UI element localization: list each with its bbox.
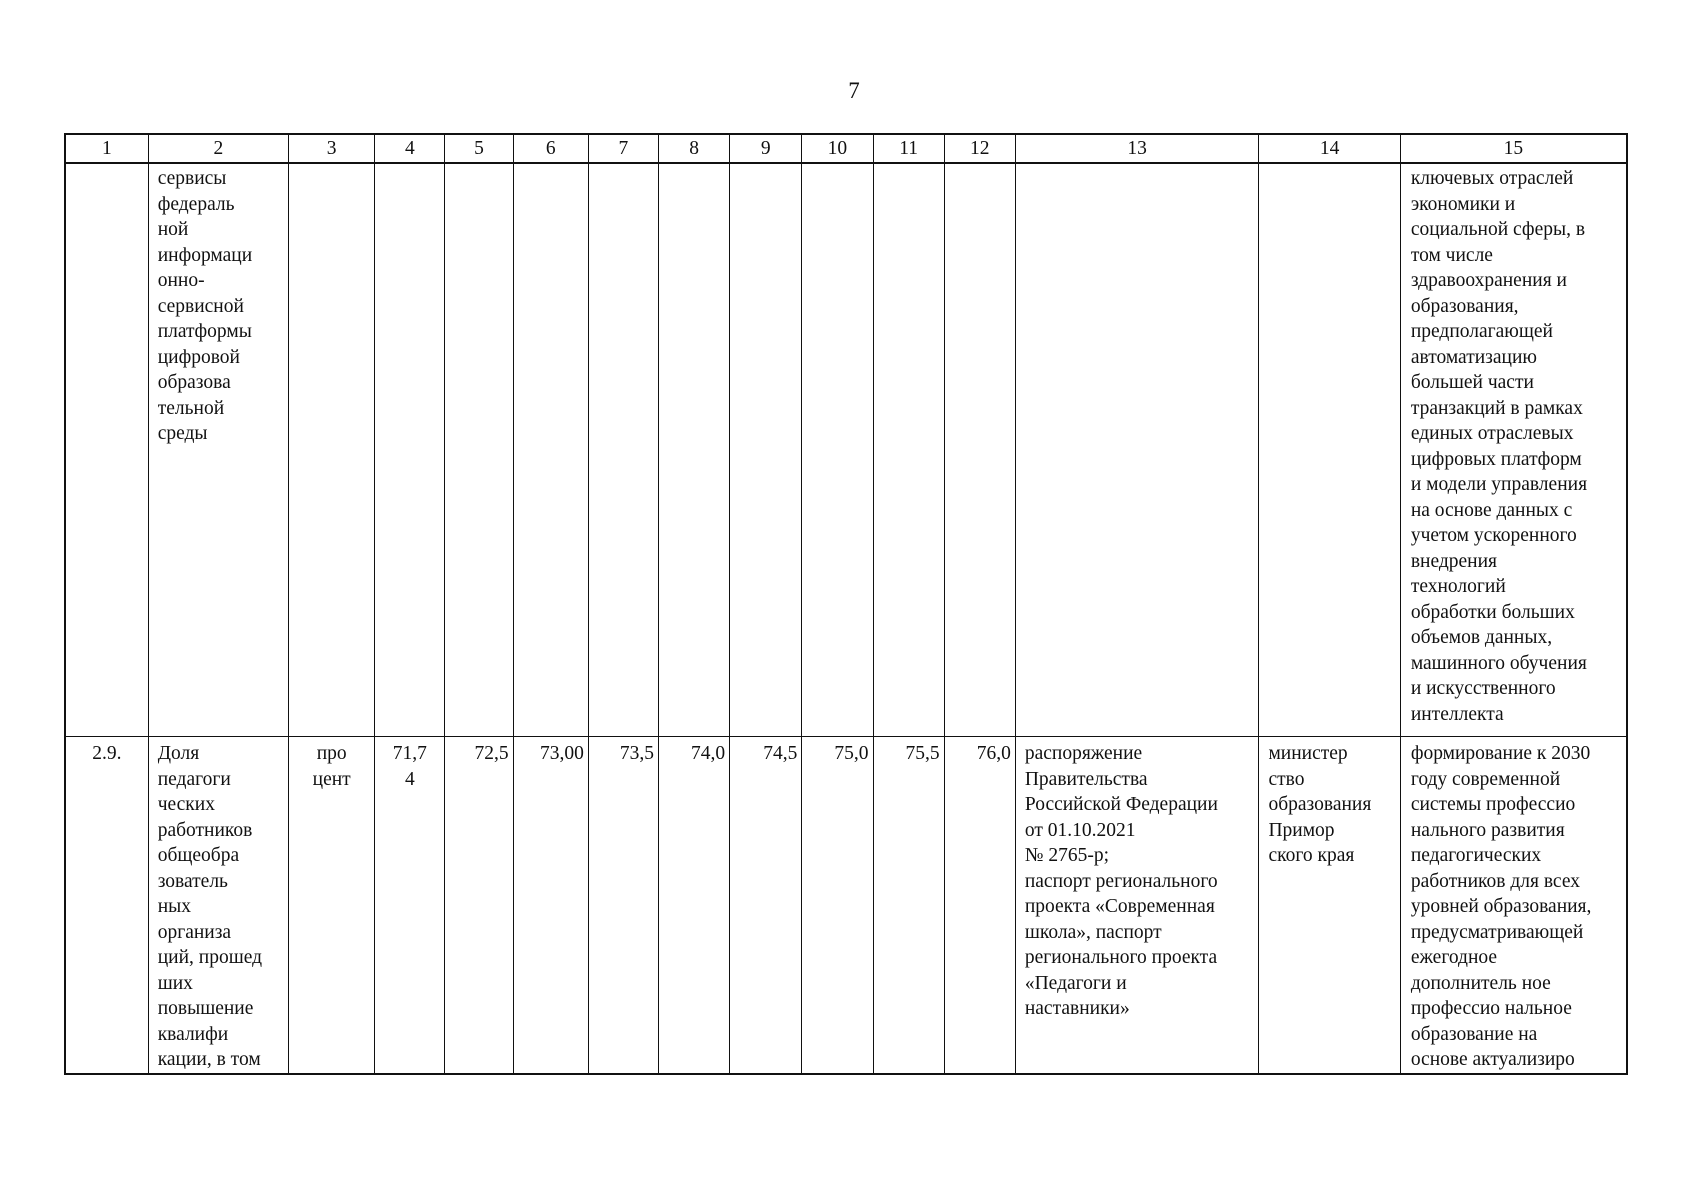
- table-cell: [802, 163, 873, 737]
- table-cell: 72,5: [445, 737, 513, 1074]
- table-cell: сервисы федераль ной информаци онно- сервисной платформы цифровой образова тельной среды: [148, 163, 288, 737]
- column-header: 4: [375, 134, 445, 163]
- table-cell: [873, 163, 944, 737]
- data-table: [64, 133, 1628, 1075]
- column-header: 5: [445, 134, 513, 163]
- column-header: 14: [1259, 134, 1400, 163]
- table-cell: 73,00: [513, 737, 588, 1074]
- table-cell: [588, 163, 658, 737]
- table-cell: 76,0: [944, 737, 1015, 1074]
- table-cell: распоряжение Правительства Российской Федерации от 01.10.2021 № 2765-р; паспорт регионального проекта «Современная школа», паспорт регионального проекта «Педагоги и наставники»: [1015, 737, 1259, 1074]
- table-cell: [289, 163, 375, 737]
- table-cell: ключевых отраслей экономики и социальной сферы, в том числе здравоохранения и образования, предполагающей автоматизацию большей части транзакций в рамках единых отраслевых цифровых платформ и модели управления на основе данных с учетом ускоренного внедрения технологий обработки больших объемов данных, машинного обучения и искусственного интеллекта: [1400, 163, 1627, 737]
- column-header: 7: [588, 134, 658, 163]
- table-cell: 75,5: [873, 737, 944, 1074]
- table-cell: [944, 163, 1015, 737]
- table-cell: [65, 163, 148, 737]
- table-cell: [658, 163, 729, 737]
- table-cell: [513, 163, 588, 737]
- page-number: 7: [848, 78, 860, 103]
- column-header: 10: [802, 134, 873, 163]
- table-cell: 74,0: [658, 737, 729, 1074]
- table-cell: 2.9.: [65, 737, 148, 1074]
- table-cell: [445, 163, 513, 737]
- table-row: [65, 163, 1627, 737]
- table-cell: Доля педагоги ческих работников общеобра зователь ных организа ций, прошед ших повышение квалифи кации, в том: [148, 737, 288, 1074]
- table-cell: [375, 163, 445, 737]
- table-cell: формирование к 2030 году современной системы профессио нального развития педагогических работников для всех уровней образования, предусматривающей ежегодное дополнитель ное профессио нальное образование на основе актуализиро: [1400, 737, 1627, 1074]
- column-header: 2: [148, 134, 288, 163]
- column-header: 15: [1400, 134, 1627, 163]
- table-cell: 73,5: [588, 737, 658, 1074]
- table-cell: 74,5: [730, 737, 802, 1074]
- header-row: [65, 134, 1627, 163]
- column-header: 8: [658, 134, 729, 163]
- column-header: 12: [944, 134, 1015, 163]
- column-header: 11: [873, 134, 944, 163]
- table-cell: министер ство образования Примор ского края: [1259, 737, 1400, 1074]
- table-cell: [1015, 163, 1259, 737]
- column-header: 6: [513, 134, 588, 163]
- table-cell: про цент: [289, 737, 375, 1074]
- table-row: [65, 737, 1627, 1074]
- column-header: 9: [730, 134, 802, 163]
- table-cell: 75,0: [802, 737, 873, 1074]
- column-header: 1: [65, 134, 148, 163]
- column-header: 3: [289, 134, 375, 163]
- table-cell: 71,7 4: [375, 737, 445, 1074]
- table-cell: [730, 163, 802, 737]
- table-cell: [1259, 163, 1400, 737]
- column-header: 13: [1015, 134, 1259, 163]
